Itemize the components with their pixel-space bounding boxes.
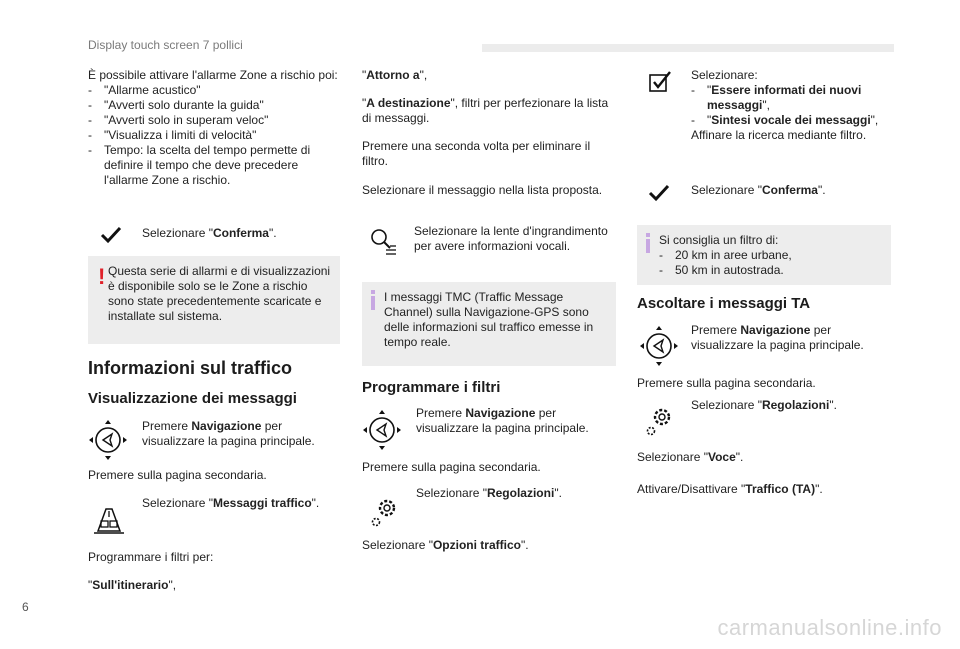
checkmark-icon: [648, 184, 670, 202]
info-filter-intro: Si consiglia un filtro di:: [659, 233, 779, 247]
settings-text-2: Selezionare "Regolazioni".: [691, 398, 837, 412]
settings-gear-icon: [370, 496, 400, 528]
select-message-text: Selezionare il messaggio nella lista proposta.: [362, 183, 603, 197]
confirm-text-1: Selezionare "Conferma".: [142, 226, 277, 240]
magnifier-icon: [368, 226, 398, 258]
press-again-text: Premere una seconda volta per eliminare il filtro.: [362, 139, 591, 168]
list-item: - "Allarme acustico": [88, 83, 344, 98]
route-filter-text: "Sull'itinerario",: [88, 578, 177, 592]
list-item: - "Avverti solo durante la guida": [88, 98, 344, 113]
nav-text-2: Premere Navigazione per visualizzare la pagina principale.: [416, 406, 589, 435]
settings-text-1: Selezionare "Regolazioni".: [416, 486, 562, 500]
info-icon: [646, 239, 650, 253]
settings-gear-icon: [645, 405, 675, 437]
section-title-traffic: Informazioni sul traffico: [88, 358, 293, 378]
alarm-options: [88, 68, 344, 188]
section-title-filters: Programmare i filtri: [362, 379, 501, 396]
navigation-icon: [639, 324, 679, 368]
destination-filter-text: "A destinazione", filtri per perfezionare la lista di messaggi.: [362, 96, 609, 125]
filter-list: [659, 248, 885, 278]
voice-text: Selezionare "Voce".: [637, 450, 744, 464]
list-item: - Tempo: la scelta del tempo permette di definire il tempo che deve precedere l'allarme Zone a rischio.: [88, 143, 344, 188]
select-label: Selezionare:: [691, 68, 758, 82]
list-item: - "Avverti solo in superam veloc": [88, 113, 344, 128]
warning-text: Questa serie di allarmi e di visualizzazioni è disponibile solo se le Zone a rischio sono state precedentemente scaricate e installate sul sistema.: [108, 264, 331, 323]
alarm-intro: È possibile attivare l'allarme Zone a rischio poi:: [88, 68, 338, 82]
header-bar: [482, 44, 894, 52]
warning-icon: !: [98, 264, 106, 289]
refine-text: Affinare la ricerca mediante filtro.: [691, 128, 867, 142]
list-item: - "Visualizza i limiti di velocità": [88, 128, 344, 143]
watermark: carmanualsonline.info: [717, 615, 942, 640]
list-item: - 50 km in autostrada.: [659, 263, 885, 278]
list-item: - 20 km in aree urbane,: [659, 248, 885, 263]
checkbox-checked-icon: [648, 70, 672, 94]
confirm-label: Conferma: [212, 226, 269, 240]
notification-options-list: [691, 83, 891, 128]
secondary-text-3: Premere sulla pagina secondaria.: [637, 376, 816, 390]
list-item: - "Sintesi vocale dei messaggi",: [691, 113, 891, 128]
traffic-ta-text: Attivare/Disattivare "Traffico (TA)".: [637, 482, 823, 496]
navigation-icon: [88, 418, 128, 462]
info-box-filter: [637, 225, 891, 285]
navigation-icon: [362, 408, 402, 452]
secondary-text-1: Premere sulla pagina secondaria.: [88, 468, 267, 482]
confirm-text-2: Selezionare "Conferma".: [691, 183, 826, 197]
warning-box: [88, 256, 340, 344]
traffic-messages-icon: [92, 505, 126, 535]
info-box-tmc: [362, 282, 616, 366]
page-number: 6: [22, 600, 29, 614]
traffic-options-text: Selezionare "Opzioni traffico".: [362, 538, 529, 552]
magnifier-text: Selezionare la lente d'ingrandimento per avere informazioni vocali.: [414, 224, 608, 253]
page-header-title: Display touch screen 7 pollici: [88, 38, 243, 52]
nav-text-1: Premere Navigazione per visualizzare la pagina principale.: [142, 419, 315, 448]
section-title-ta: Ascoltare i messaggi TA: [637, 295, 811, 312]
secondary-text-2: Premere sulla pagina secondaria.: [362, 460, 541, 474]
info-filter-block: [659, 233, 885, 278]
nav-text-3: Premere Navigazione per visualizzare la pagina principale.: [691, 323, 864, 352]
select-options-block: [691, 68, 891, 143]
checkmark-icon: [100, 226, 122, 244]
info-text-tmc: I messaggi TMC (Traffic Message Channel) sulla Navigazione-GPS sono delle informazioni sul traffico emesse in tempo reale.: [384, 290, 594, 349]
around-filter-text: "Attorno a",: [362, 68, 428, 82]
info-icon: [371, 296, 375, 310]
program-filters-text: Programmare i filtri per:: [88, 550, 214, 564]
alarm-list: [88, 83, 344, 188]
traffic-messages-text: Selezionare "Messaggi traffico".: [142, 496, 320, 510]
list-item: - "Essere informati dei nuovi messaggi",: [691, 83, 891, 113]
section-subtitle-messages: Visualizzazione dei messaggi: [88, 390, 297, 407]
